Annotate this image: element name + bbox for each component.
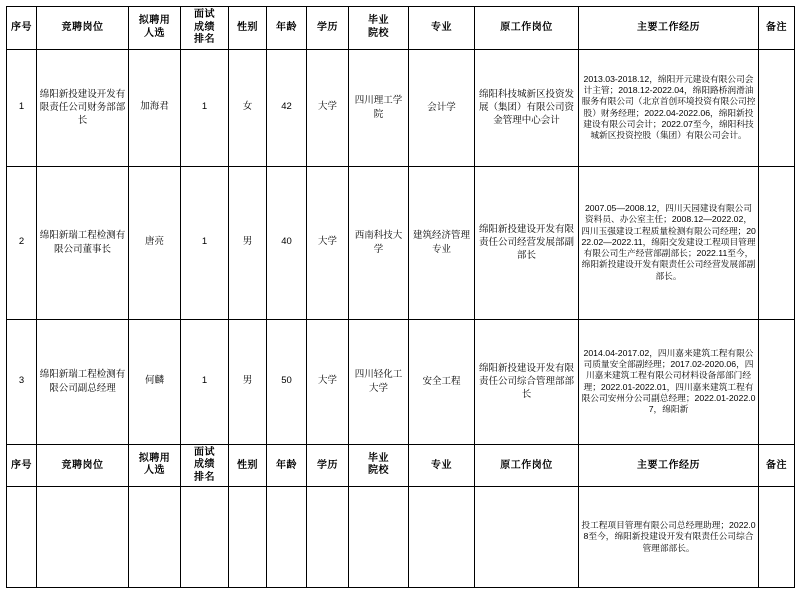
cell-sex: 男: [229, 319, 267, 444]
table-row: [7, 319, 795, 444]
cell-age: 42: [267, 49, 307, 166]
cell-education: 大学: [307, 166, 349, 319]
column-header-score-rank: [181, 7, 229, 50]
column-header-school-line1: 毕业: [368, 15, 389, 27]
cell-remark: [759, 487, 795, 588]
column-header-remark: 备注: [759, 444, 795, 487]
table-header: [7, 7, 795, 50]
column-header-major: 专业: [409, 444, 475, 487]
column-header-score-line1: 面试: [194, 446, 215, 458]
cell-candidate: [129, 487, 181, 588]
cell-experience: 2013.03-2018.12，绵阳开元建设有限公司会计主管；2018.12-2022.04，绵阳路桥润滑油服务有限公司（北京首创环境投资有限公司控股）财务经理；2022.04-2022.06，绵阳新投建设有限公司会计；2022.07至今，绵阳科技城新区投资控股（集团）有限公司会计。: [579, 49, 759, 166]
cell-score-rank: 1: [181, 49, 229, 166]
cell-school: 四川理工学院: [349, 49, 409, 166]
column-header-score-line2: 成绩: [194, 459, 215, 470]
cell-candidate: 何麟: [129, 319, 181, 444]
cell-experience: 投工程项目管理有限公司总经理助理；2022.08至今，绵阳新投建设开发有限责任公司综合管理部部长。: [579, 487, 759, 588]
cell-age: 40: [267, 166, 307, 319]
column-header-score-rank: [181, 444, 229, 487]
column-header-school: [349, 444, 409, 487]
cell-post: [37, 487, 129, 588]
table-header-row: [7, 7, 795, 50]
column-header-old-post: 原工作岗位: [475, 7, 579, 50]
cell-sex: 女: [229, 49, 267, 166]
column-header-candidate-line1: 拟聘用: [138, 452, 171, 464]
column-header-sex: 性别: [229, 7, 267, 50]
cell-school: [349, 487, 409, 588]
column-header-post: 竞聘岗位: [37, 444, 129, 487]
column-header-sex: 性别: [229, 444, 267, 487]
recruitment-results-table: [6, 6, 795, 588]
column-header-experience: 主要工作经历: [579, 7, 759, 50]
column-header-post: 竞聘岗位: [37, 7, 129, 50]
cell-major: 会计学: [409, 49, 475, 166]
cell-experience: 2014.04-2017.02，四川嘉来建筑工程有限公司质量安全部副经理；2017.02-2020.06，四川嘉来建筑工程有限公司材料设备部部门经理；2022.01-2022.01，四川嘉来建筑工程有限公司安州分公司副总经理；2022.01-2022.07，绵阳新: [579, 319, 759, 444]
column-header-remark: 备注: [759, 7, 795, 50]
cell-no: [7, 487, 37, 588]
table-row: [7, 49, 795, 166]
cell-remark: [759, 49, 795, 166]
cell-candidate: 唐亮: [129, 166, 181, 319]
cell-remark: [759, 319, 795, 444]
column-header-major: 专业: [409, 7, 475, 50]
column-header-score-line2: 成绩: [194, 21, 215, 33]
column-header-school-line1: 毕业: [368, 452, 389, 464]
cell-post: 绵阳新瑞工程检测有限公司董事长: [37, 166, 129, 319]
table-header-row-repeat: [7, 444, 795, 487]
table-row-continuation: [7, 487, 795, 588]
cell-score-rank: [181, 487, 229, 588]
column-header-candidate-line1: 拟聘用: [138, 15, 171, 27]
column-header-score-line3: 排名: [194, 471, 215, 483]
column-header-education: 学历: [307, 7, 349, 50]
cell-old-post: 绵阳新投建设开发有限责任公司经营发展部副部长: [475, 166, 579, 319]
column-header-no: 序号: [7, 444, 37, 487]
column-header-school-line2: 院校: [368, 465, 389, 477]
cell-education: 大学: [307, 319, 349, 444]
cell-major: 建筑经济管理专业: [409, 166, 475, 319]
cell-school: 西南科技大学: [349, 166, 409, 319]
cell-remark: [759, 166, 795, 319]
table-row: [7, 166, 795, 319]
cell-education: [307, 487, 349, 588]
column-header-candidate: [129, 7, 181, 50]
column-header-old-post: 原工作岗位: [475, 444, 579, 487]
cell-old-post: 绵阳新投建设开发有限责任公司综合管理部部长: [475, 319, 579, 444]
cell-post: 绵阳新瑞工程检测有限公司副总经理: [37, 319, 129, 444]
column-header-age: 年龄: [267, 444, 307, 487]
cell-no: 3: [7, 319, 37, 444]
cell-score-rank: 1: [181, 166, 229, 319]
column-header-education: 学历: [307, 444, 349, 487]
column-header-candidate-line2: 人选: [144, 465, 165, 477]
cell-sex: 男: [229, 166, 267, 319]
table-body: [7, 49, 795, 588]
cell-post: 绵阳新投建设开发有限责任公司财务部部长: [37, 49, 129, 166]
column-header-no: 序号: [7, 7, 37, 50]
cell-education: 大学: [307, 49, 349, 166]
column-header-school-line2: 院校: [368, 27, 389, 39]
cell-experience: 2007.05—2008.12，四川天园建设有限公司资料员、办公室主任；2008.12—2022.02，四川玉强建设工程质量检测有限公司经理；2022.02—2022.11，绵阳交发建设工程项目管理有限公司生产经营部副部长；2022.11至今，绵阳新投建设开发有限责任公司经营发展部副部长。: [579, 166, 759, 319]
cell-school: 四川轻化工大学: [349, 319, 409, 444]
cell-major: [409, 487, 475, 588]
cell-no: 2: [7, 166, 37, 319]
column-header-candidate-line2: 人选: [144, 27, 165, 39]
cell-old-post: [475, 487, 579, 588]
cell-age: [267, 487, 307, 588]
cell-old-post: 绵阳科技城新区投资发展（集团）有限公司资金管理中心会计: [475, 49, 579, 166]
column-header-age: 年龄: [267, 7, 307, 50]
column-header-score-line1: 面试: [194, 9, 215, 20]
column-header-score-line3: 排名: [194, 34, 215, 45]
cell-sex: [229, 487, 267, 588]
cell-no: 1: [7, 49, 37, 166]
cell-candidate: 加海君: [129, 49, 181, 166]
cell-age: 50: [267, 319, 307, 444]
column-header-school: [349, 7, 409, 50]
column-header-candidate: [129, 444, 181, 487]
column-header-experience: 主要工作经历: [579, 444, 759, 487]
cell-score-rank: 1: [181, 319, 229, 444]
cell-major: 安全工程: [409, 319, 475, 444]
